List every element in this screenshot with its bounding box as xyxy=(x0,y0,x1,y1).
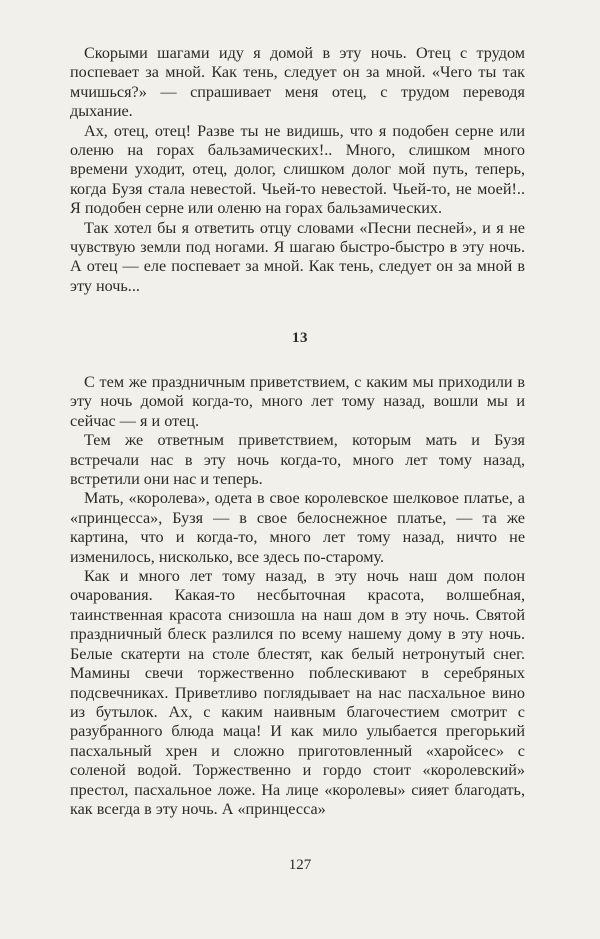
paragraph: Мать, «королева», одета в свое королевское шелковое платье, а «принцесса», Бузя — в свое белоснежное платье, — та же картина, что и когда-то, много лет тому назад, ничто не изменилось, нисколько, все здесь по-старому. xyxy=(70,489,525,566)
paragraph: Как и много лет тому назад, в эту ночь наш дом полон очарования. Какая-то несбыточная красота, волшебная, таинственная красота снизошла на наш дом в эту ночь. Святой праздничный блеск разлился по всему нашему дому в эту ночь. Белые скатерти на столе блестят, как белый нетронутый снег. Мамины свечи торжественно поблескивают в серебряных подсвечниках. Приветливо поглядывает на нас пасхальное вино из бутылок. Ах, с каким наивным благочестием смотрит с разубранного блюда маца! И как мило улыбается прегорький пасхальный хрен и сложно приготовленный «харойсес» с соленой водой. Торжественно и гордо стоит «королевский» престол, пасхальное ложе. На лице «королевы» сияет благодать, как всегда в эту ночь. А «принцесса» xyxy=(70,567,525,818)
paragraph: Так хотел бы я ответить отцу словами «Песни песней», и я не чувствую земли под ногами. Я шагаю быстро-быстро в эту ночь. А отец — еле поспевает за мной. Как тень, следует он за мной в эту ночь... xyxy=(70,218,525,295)
chapter-number: 13 xyxy=(292,330,308,346)
paragraph: Скорыми шагами иду я домой в эту ночь. Отец с трудом поспевает за мной. Как тень, следует он за мной. «Чего ты так мчишься?» — спрашивает меня отец, с трудом переводя дыхание. xyxy=(70,44,525,121)
paragraph: Ах, отец, отец! Разве ты не видишь, что я подобен серне или оленю на горах бальзамических!.. Много, слишком много времени уходит, отец, долог, слишком долог мой путь, теперь, когда Бузя стала невестой. Чьей-то невестой. Чьей-то, не моей!.. Я подобен серне или оленю на горах бальзамических. xyxy=(70,121,525,218)
text-section-top xyxy=(70,44,525,296)
text-section-bottom xyxy=(70,373,525,819)
page-number: 127 xyxy=(288,857,312,873)
paragraph: Тем же ответным приветствием, которым мать и Бузя встречали нас в эту ночь когда-то, много лет тому назад, встретили они нас и теперь. xyxy=(70,431,525,489)
paragraph: С тем же праздничным приветствием, с каким мы приходили в эту ночь домой когда-то, много лет тому назад, вошли мы и сейчас — я и отец. xyxy=(70,373,525,430)
